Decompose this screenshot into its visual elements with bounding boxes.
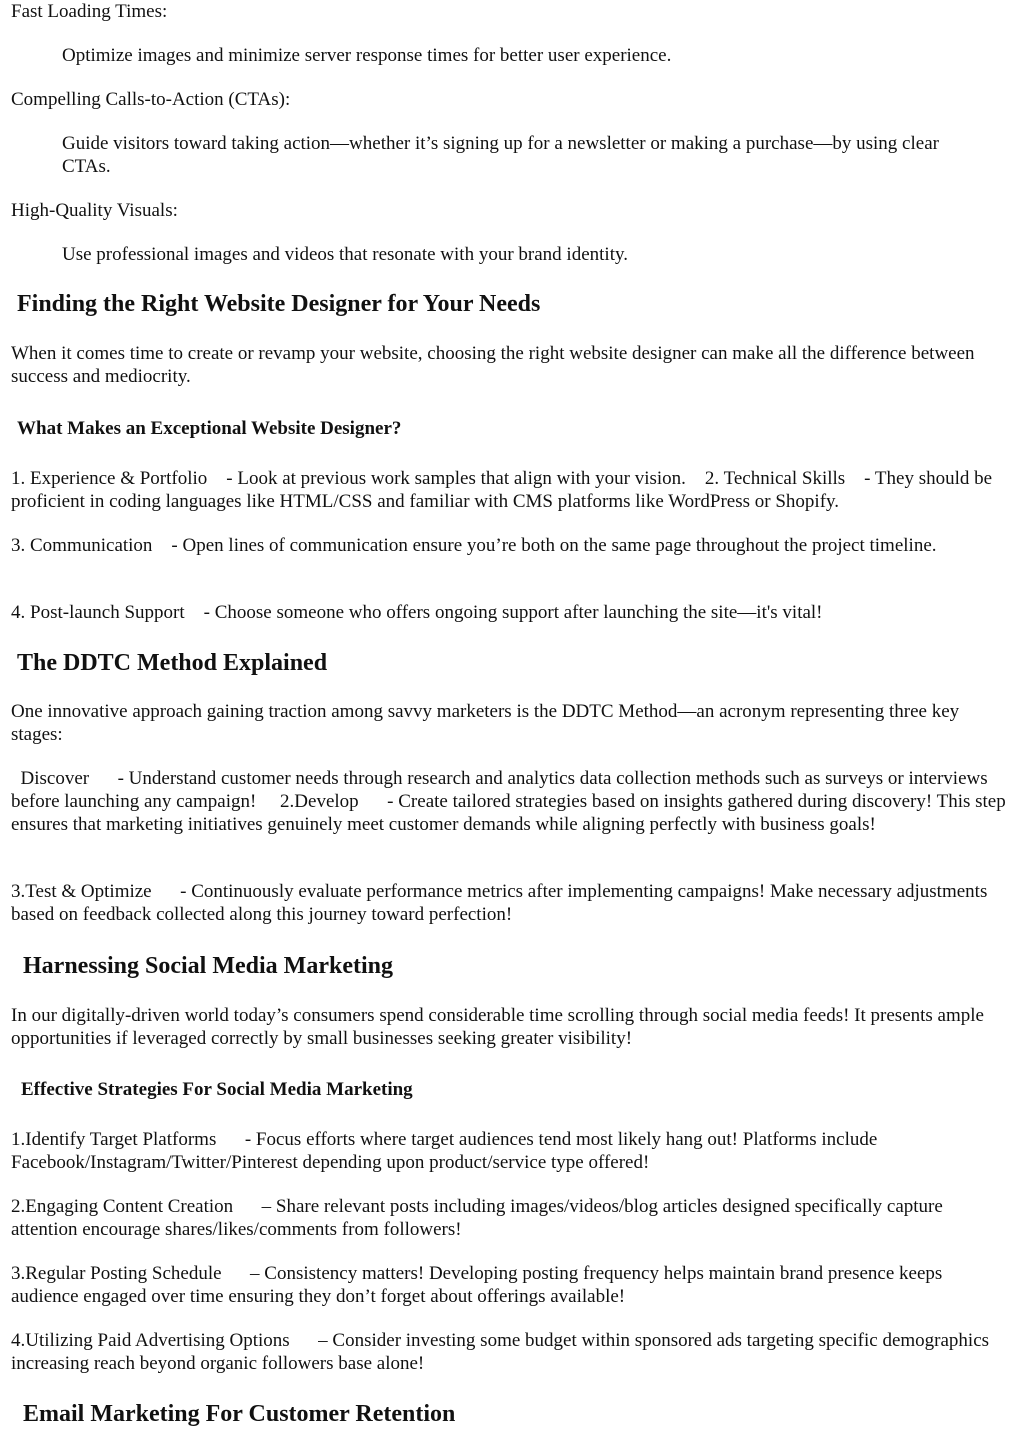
feature-desc-fast-loading: Optimize images and minimize server response times for better user experience. <box>62 45 672 66</box>
feature-term-ctas: Compelling Calls-to-Action (CTAs): <box>11 89 291 110</box>
subheading-social-strategies: Effective Strategies For Social Media Marketing <box>21 1079 413 1100</box>
subheading-exceptional-designer: What Makes an Exceptional Website Designer? <box>17 418 402 439</box>
heading-email-marketing: Email Marketing For Customer Retention <box>23 1401 456 1427</box>
ddtc-stage-paragraph: 3.Test & Optimize - Continuously evaluate performance metrics after implementing campaigns! Make necessary adjustments based on feedback collected along this journey toward perfection! <box>11 881 993 925</box>
designer-criteria-paragraph: 3. Communication - Open lines of communication ensure you’re both on the same page throughout the project timeline. <box>11 535 937 556</box>
ddtc-stage-paragraph: Discover - Understand customer needs through research and analytics data collection methods such as surveys or interviews before launching any campaign! 2.Develop - Create tailored strategies based on insights gathered during discovery! This step ensures that marketing initiatives genuinely meet customer demands while aligning perfectly with business goals! <box>11 768 1011 835</box>
social-intro-paragraph: In our digitally-driven world today’s consumers spend considerable time scrolling through social media feeds! It presents ample opportunities if leveraged correctly by small businesses seeking greater visibility! <box>11 1005 984 1049</box>
heading-ddtc-method: The DDTC Method Explained <box>17 650 328 676</box>
social-strategy-paragraph: 1.Identify Target Platforms - Focus efforts where target audiences tend most likely hang out! Platforms include Facebook/Instagram/Twitter/Pinterest depending upon product/service type offered! <box>11 1129 883 1173</box>
social-strategy-paragraph: 3.Regular Posting Schedule – Consistency matters! Developing posting frequency helps maintain brand presence keeps audience engaged over time ensuring they don’t forget about offerings available! <box>11 1263 948 1307</box>
feature-term-visuals: High-Quality Visuals: <box>11 200 178 221</box>
social-strategy-paragraph: 4.Utilizing Paid Advertising Options – Consider investing some budget within sponsored ads targeting specific demographics increasing reach beyond organic followers base alone! <box>11 1330 994 1374</box>
feature-term-fast-loading: Fast Loading Times: <box>11 1 168 22</box>
designer-intro-paragraph: When it comes time to create or revamp your website, choosing the right website designer can make all the difference between success and mediocrity. <box>11 343 975 387</box>
ddtc-intro-paragraph: One innovative approach gaining traction among savvy marketers is the DDTC Method—an acronym representing three key stages: <box>11 701 960 745</box>
heading-finding-designer: Finding the Right Website Designer for Your Needs <box>17 291 541 317</box>
heading-social-media: Harnessing Social Media Marketing <box>23 953 393 979</box>
designer-criteria-paragraph: 1. Experience & Portfolio - Look at previous work samples that align with your vision. 2. Technical Skills - They should be proficient in coding languages like HTML/CSS and familiar with CMS platforms like WordPress or Shopify. <box>11 468 997 512</box>
designer-criteria-paragraph: 4. Post-launch Support - Choose someone who offers ongoing support after launching the site—it's vital! <box>11 602 823 623</box>
social-strategy-paragraph: 2.Engaging Content Creation – Share relevant posts including images/videos/blog articles designed specifically capture attention encourage shares/likes/comments from followers! <box>11 1196 948 1240</box>
feature-desc-visuals: Use professional images and videos that resonate with your brand identity. <box>62 244 628 265</box>
feature-desc-ctas: Guide visitors toward taking action—whether it’s signing up for a newsletter or making a purchase—by using clear CTAs. <box>62 133 939 177</box>
